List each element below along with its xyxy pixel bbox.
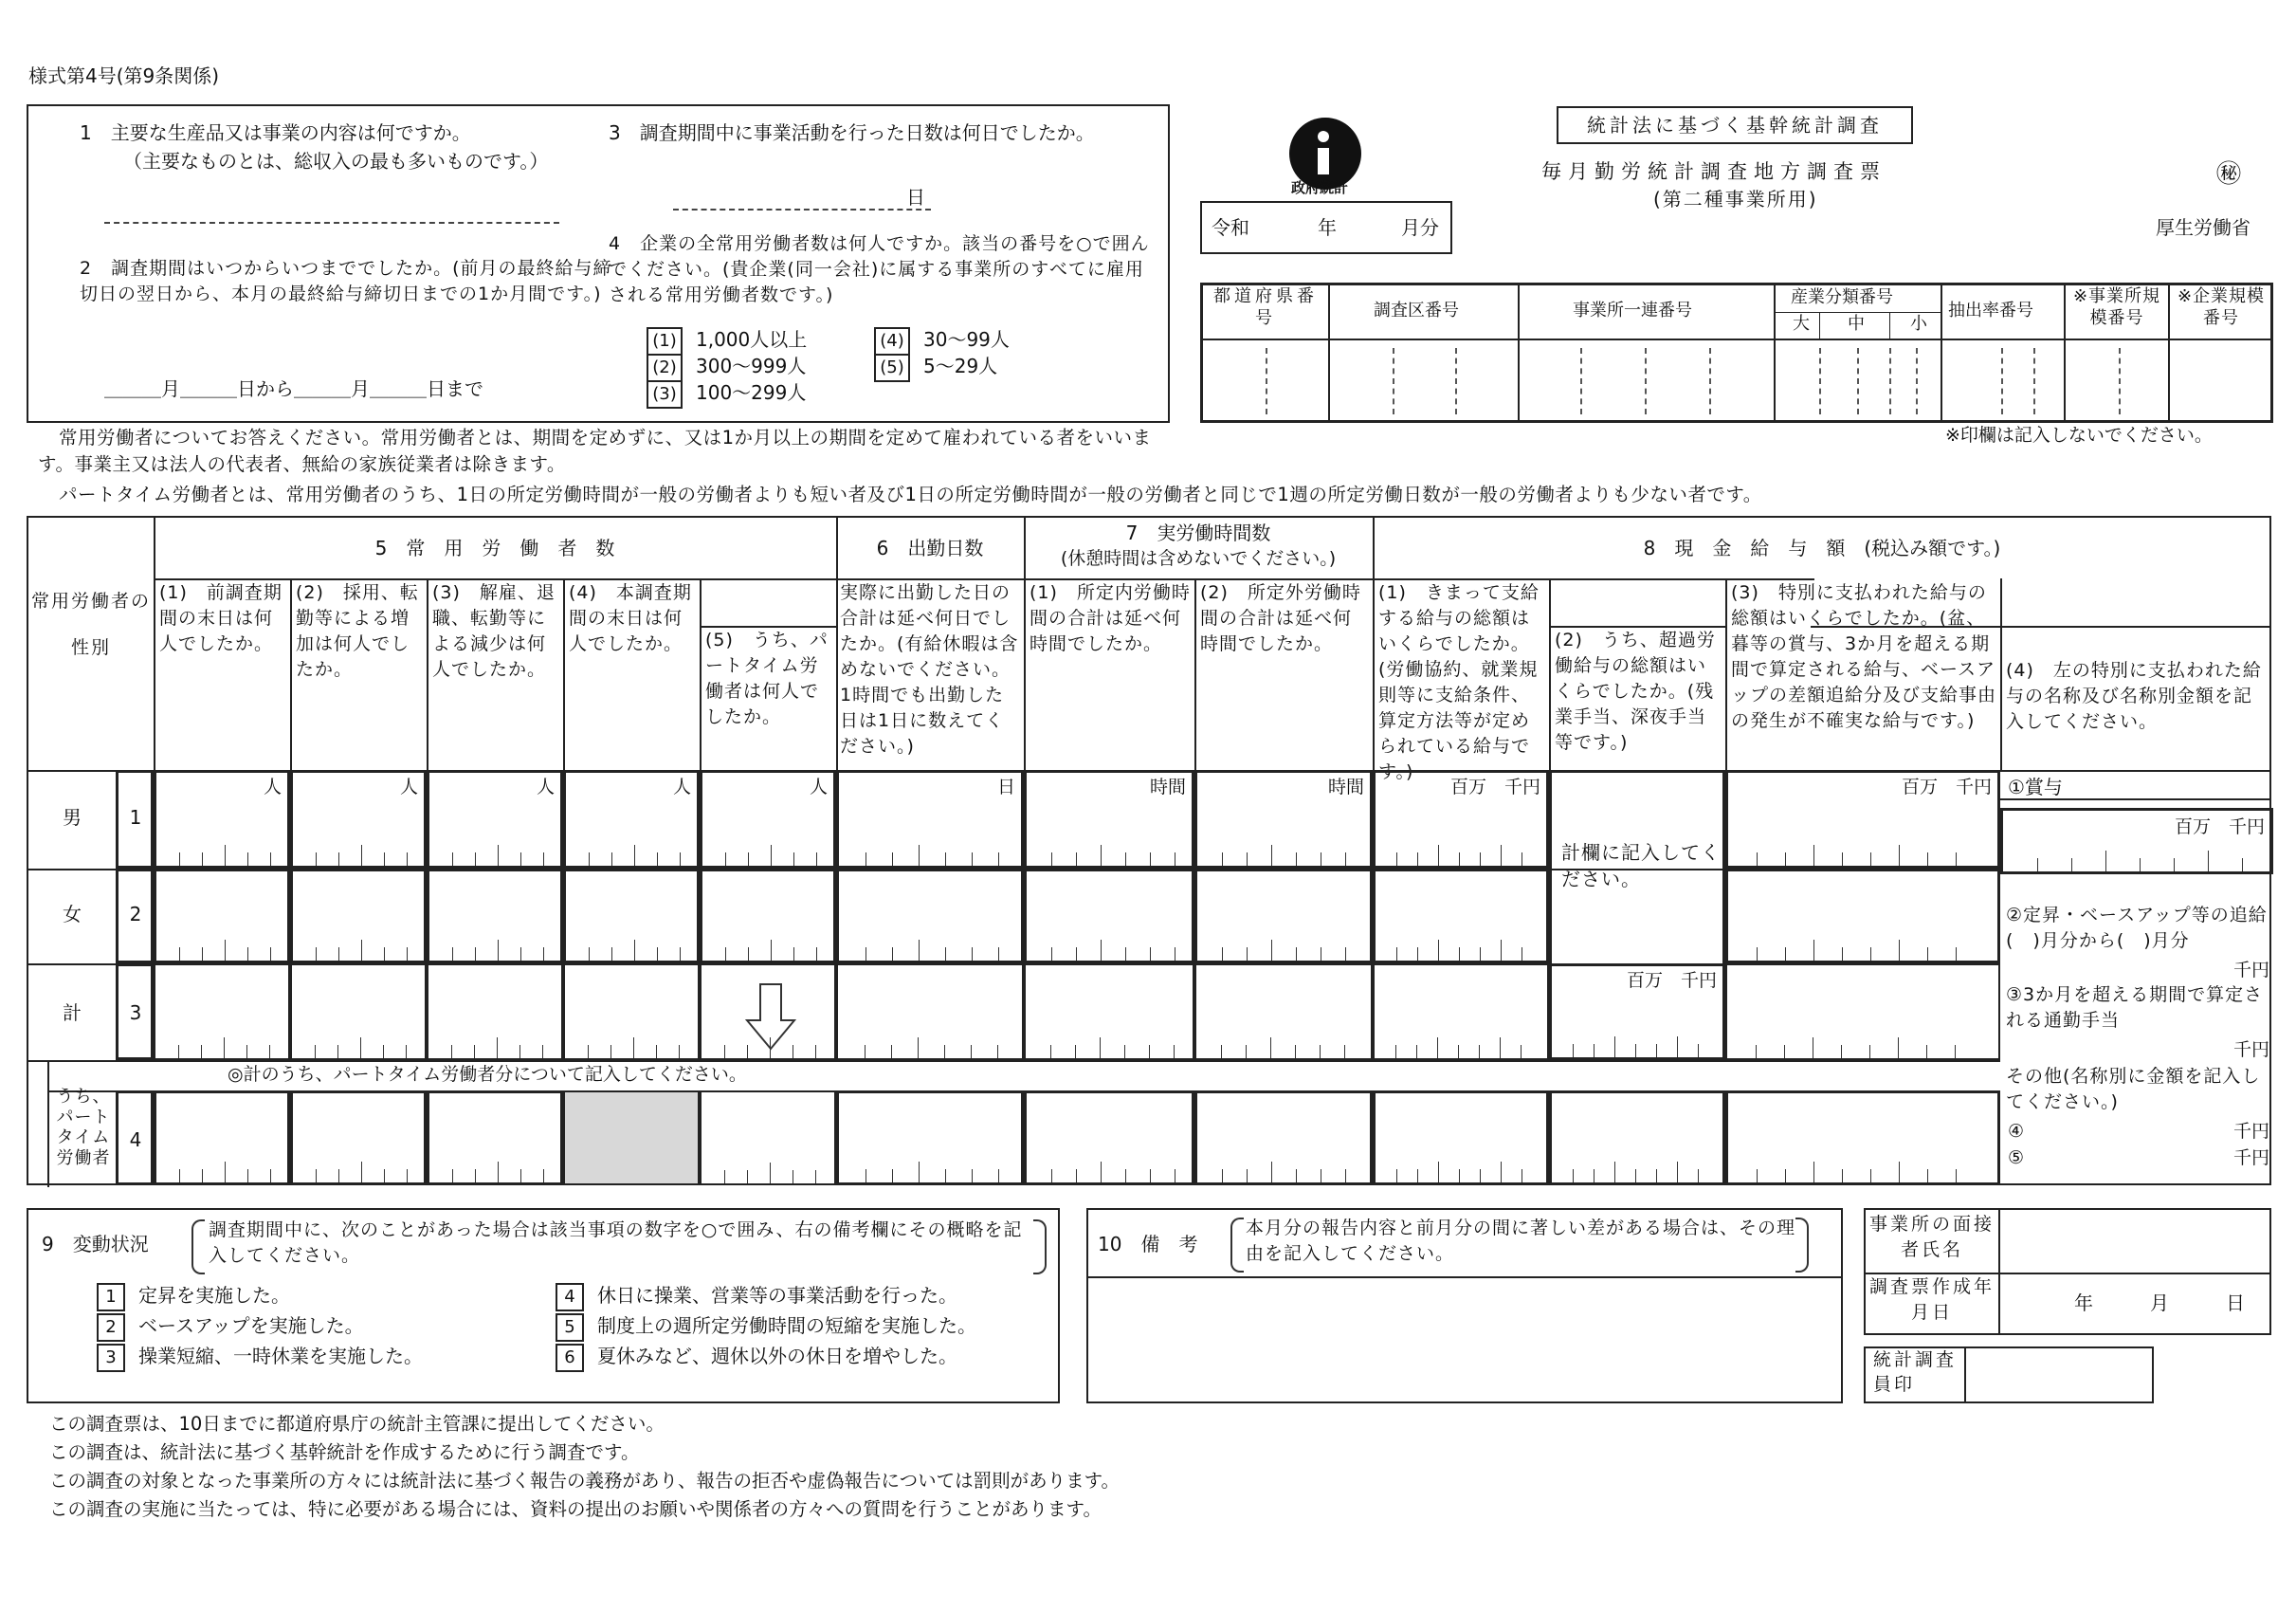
industry-medium: 中: [1848, 314, 1865, 334]
q3-text: 3 調査期間中に事業活動を行った日数は何日でしたか。: [609, 121, 1095, 144]
group6-header: 6 出勤日数: [876, 537, 984, 559]
special-item-4-unit[interactable]: 千円: [2233, 1121, 2270, 1142]
special-base-label: ②定昇・ベースアップ等の追給( )月分から( )月分: [2006, 905, 2268, 951]
total-increase-field[interactable]: [290, 963, 427, 1060]
total-days-field[interactable]: [836, 963, 1024, 1060]
code-header-office-serial: 事業所一連番号: [1573, 301, 1692, 321]
code-note: ※印欄は記入しないでください。: [1945, 425, 2213, 446]
q1-note: （主要なものとは、総収入の最も多いものです。）: [123, 150, 549, 173]
male-scheduled-hours-field[interactable]: 時間: [1024, 770, 1194, 869]
row-num-1: 1: [129, 806, 142, 829]
pt-special-pay-field[interactable]: [1725, 1090, 2000, 1185]
industry-small: 小: [1910, 314, 1927, 334]
col-decrease-header: (3) 解雇、退職、転勤等による減少は何人でしたか。: [432, 582, 556, 680]
total-scheduled-hours-field[interactable]: [1024, 963, 1194, 1060]
ministry-name: 厚生労働省: [2156, 216, 2250, 239]
col-scheduled-hours-header: (1) 所定内労働時間の合計は延べ何時間でしたか。: [1030, 582, 1191, 654]
footer-line-3: この調査の対象となった事業所の方々には統計法に基づく報告の義務があり、報告の拒否や虚偽報告については罰則があります。: [49, 1470, 1121, 1492]
total-part-time-field[interactable]: [700, 963, 836, 1060]
special-bonus-field[interactable]: 百万 千円: [2000, 808, 2273, 874]
office-info-box: [1864, 1208, 2271, 1335]
footer-line-2: この調査は、統計法に基づく基幹統計を作成するために行う調査です。: [49, 1441, 640, 1463]
confidential-mark: ㊙: [2216, 160, 2242, 189]
male-days-field[interactable]: 日: [836, 770, 1024, 869]
pt-decrease-field[interactable]: [427, 1090, 563, 1185]
pt-days-field[interactable]: [836, 1090, 1024, 1185]
special-commute-unit[interactable]: 千円: [2233, 1039, 2270, 1060]
total-decrease-field[interactable]: [427, 963, 563, 1060]
q4-option-4[interactable]: (4) 30～99人: [874, 326, 1010, 356]
q1-text: 1 主要な生産品又は事業の内容は何ですか。: [80, 121, 471, 144]
prefecture-code-field[interactable]: [1203, 340, 1326, 422]
special-base-unit[interactable]: 千円: [2233, 960, 2270, 980]
q2-text: 2 調査期間はいつからいつまででしたか。(前月の最終給与締切日の翌日から、本月の最終給与締切日までの1か月間です。): [80, 258, 612, 304]
code-header-sampling: 抽出率番号: [1948, 301, 2033, 321]
q9-item-1[interactable]: 1 定昇を実施した。: [97, 1282, 290, 1311]
q1-answer-line[interactable]: [104, 222, 559, 224]
female-overtime-hours-field[interactable]: [1194, 869, 1373, 963]
row-label-male: 男: [63, 806, 82, 829]
col-special-pay-header: (3) 特別に支払われた給与の総額はいくらでしたか。(盆、暮等の賞与、3か月を超える期間で算定される給与、ベースアップの差額追給分及び支給事由の発生が不確実な給与です。): [1731, 582, 1997, 731]
female-part-time-field[interactable]: [700, 869, 836, 963]
col-prev-end-header: (1) 前調査期間の末日は何人でしたか。: [159, 582, 282, 654]
row-label-female: 女: [63, 903, 82, 925]
q10-note: 本月分の報告内容と前月分の間に著しい差がある場合は、その理由を記入してください。: [1246, 1218, 1796, 1264]
code-table: [1200, 283, 2273, 423]
pt-overtime-pay-field[interactable]: [1549, 1090, 1725, 1185]
remarks-field[interactable]: [1090, 1280, 1839, 1400]
q4-option-5[interactable]: (5) 5～29人: [874, 353, 997, 382]
pt-part-time-field[interactable]: [700, 1090, 836, 1185]
q9-item-2[interactable]: 2 ベースアップを実施した。: [97, 1312, 364, 1342]
col-increase-header: (2) 採用、転勤等による増加は何人でしたか。: [296, 582, 419, 680]
questions-box: [27, 104, 1170, 423]
total-regular-pay-field[interactable]: [1373, 963, 1549, 1060]
sex-header: 常用労働者の性別: [30, 591, 151, 659]
total-overtime-pay-field[interactable]: 百万 千円: [1549, 963, 1725, 1060]
special-item-5-unit[interactable]: 千円: [2233, 1147, 2270, 1168]
male-prev-end-field[interactable]: 人: [154, 770, 290, 869]
overtime-pay-total-only: 計欄に記入してください。: [1549, 770, 1725, 1060]
q4-option-3[interactable]: (3) 100～299人: [647, 379, 806, 409]
stamp-label: 統計調査員印: [1873, 1349, 1958, 1395]
code-header-industry: 産業分類番号: [1791, 287, 1893, 307]
special-bonus-label: ①賞与: [2008, 776, 2063, 798]
female-current-end-field[interactable]: [563, 869, 700, 963]
female-days-field[interactable]: [836, 869, 1024, 963]
col-days-header: 実際に出勤した日の合計は延べ何日でしたか。(有給休暇は含めないでください。1時間でも出勤した日は1日に数えてください。): [840, 582, 1019, 757]
logo-text: 政府統計: [1291, 179, 1349, 196]
total-overtime-hours-field[interactable]: [1194, 963, 1373, 1060]
industry-code-field[interactable]: [1776, 340, 1939, 422]
pt-current-end-disabled: [563, 1090, 700, 1185]
sampling-code-field[interactable]: [1942, 340, 2062, 422]
q3-unit: 日: [906, 186, 925, 209]
special-commute-label: ③3か月を超える期間で算定される通勤手当: [2006, 984, 2264, 1031]
row-num-4: 4: [129, 1128, 142, 1151]
q9-item-6[interactable]: 6 夏休みなど、週休以外の休日を増やした。: [556, 1343, 957, 1372]
row-num-2: 2: [129, 903, 142, 925]
pt-overtime-hours-field[interactable]: [1194, 1090, 1373, 1185]
female-special-pay-field[interactable]: [1725, 869, 2000, 963]
special-item-4: ④: [2008, 1121, 2025, 1142]
pt-regular-pay-field[interactable]: [1373, 1090, 1549, 1185]
industry-large: 大: [1793, 314, 1810, 334]
survey-title: 毎月勤労統計調査地方調査票: [1541, 160, 1886, 183]
male-overtime-hours-field[interactable]: 時間: [1194, 770, 1373, 869]
q10-label: 10 備 考: [1098, 1233, 1198, 1255]
col-overtime-pay-header: (2) うち、超過労働給与の総額はいくらでしたか。(残業手当、深夜手当等です。): [1555, 630, 1716, 753]
q4-text: 4 企業の全常用労働者数は何人ですか。該当の番号を○で囲んでください。(貴企業(同一会社)に属する事業所のすべてに雇用される常用労働者数です。): [609, 233, 1150, 305]
col-current-end-header: (4) 本調査期間の末日は何人でしたか。: [569, 582, 692, 654]
interviewee-field[interactable]: [2000, 1212, 2269, 1271]
pt-scheduled-hours-field[interactable]: [1024, 1090, 1194, 1185]
main-table: [27, 516, 2271, 1185]
group5-header: 5 常 用 労 働 者 数: [374, 537, 615, 559]
office-serial-field[interactable]: [1520, 340, 1772, 422]
date-label: 調査票作成年月日: [1869, 1276, 1995, 1323]
q9-note: 調査期間中に、次のことがあった場合は該当事項の数字を○で囲み、右の備考欄にその概略を記入してください。: [209, 1219, 1023, 1266]
male-regular-pay-field[interactable]: 百万 千円: [1373, 770, 1549, 869]
code-header-office-size: ※事業所規模番号: [2072, 286, 2161, 329]
special-other-label: その他(名称別に金額を記入してください。): [2006, 1066, 2261, 1112]
q4-option-1[interactable]: (1) 1,000人以上: [647, 326, 807, 356]
code-header-district: 調査区番号: [1374, 301, 1459, 321]
survey-subtitle: (第二種事業所用): [1653, 188, 1818, 211]
interviewee-label: 事業所の面接者氏名: [1869, 1214, 1995, 1260]
female-regular-pay-field[interactable]: [1373, 869, 1549, 963]
intro-part-time: パートタイム労働者とは、常用労働者のうち、1日の所定労働時間が一般の労働者よりも短い者及び1日の所定労働時間が一般の労働者と同じで1週の所定労働日数が一般の労働者よりも少ない者です。: [59, 484, 1762, 505]
pt-increase-field[interactable]: [290, 1090, 427, 1185]
pt-prev-end-field[interactable]: [154, 1090, 290, 1185]
total-prev-end-field[interactable]: [154, 963, 290, 1060]
col-special-breakdown-header: (4) 左の特別に支払われた給与の名称及び名称別金額を記入してください。: [2006, 660, 2262, 732]
special-item-5: ⑤: [2008, 1147, 2025, 1168]
code-header-prefecture: 都道府県番号: [1213, 286, 1318, 329]
male-increase-field[interactable]: 人: [290, 770, 427, 869]
change-status-box: [27, 1208, 1060, 1403]
male-special-pay-field[interactable]: 百万 千円: [1725, 770, 2000, 869]
date-field[interactable]: 年 月 日: [2074, 1291, 2245, 1314]
female-scheduled-hours-field[interactable]: [1024, 869, 1194, 963]
q9-item-5[interactable]: 5 制度上の週所定労働時間の短縮を実施した。: [556, 1312, 976, 1342]
form-number: 様式第4号(第9条関係): [28, 64, 220, 87]
female-increase-field[interactable]: [290, 869, 427, 963]
male-current-end-field[interactable]: 人: [563, 770, 700, 869]
total-current-end-field[interactable]: [563, 963, 700, 1060]
survey-badge: 統計法に基づく基幹統計調査: [1557, 106, 1913, 144]
code-header-company-size: ※企業規模番号: [2177, 286, 2266, 329]
remarks-box: [1086, 1208, 1843, 1403]
row-label-total: 計: [63, 1001, 82, 1024]
group7-header: 7 実労働時間数: [1125, 522, 1271, 544]
female-prev-end-field[interactable]: [154, 869, 290, 963]
q4-option-2[interactable]: (2) 300～999人: [647, 353, 806, 382]
footer-line-1: この調査票は、10日までに都道府県庁の統計主管課に提出してください。: [49, 1413, 665, 1435]
col-regular-pay-header: (1) きまって支給する給与の総額はいくらでしたか。(労働協約、就業規則等に支給条件、算定方法等が定められている給与です。): [1378, 582, 1540, 782]
male-decrease-field[interactable]: 人: [427, 770, 563, 869]
q3-answer-line[interactable]: [673, 209, 931, 211]
district-code-field[interactable]: [1330, 340, 1516, 422]
q9-item-4[interactable]: 4 休日に操業、営業等の事業活動を行った。: [556, 1282, 957, 1311]
part-time-note: ◎計のうち、パートタイム労働者分について記入してください。: [228, 1064, 747, 1085]
q9-item-3[interactable]: 3 操業短縮、一時休業を実施した。: [97, 1343, 423, 1372]
total-special-pay-field[interactable]: [1725, 963, 2000, 1060]
q9-label: 9 変動状況: [42, 1233, 149, 1255]
stamp-field[interactable]: [1968, 1350, 2150, 1401]
group8-header: 8 現 金 給 与 額 (税込み額です。): [1643, 537, 2001, 559]
footer-line-4: この調査の実施に当たっては、特に必要がある場合には、資料の提出のお願いや関係者の方々への質問を行うことがあります。: [49, 1498, 1102, 1520]
q2-answer[interactable]: ＿＿＿月＿＿＿日から＿＿＿月＿＿＿日まで: [104, 377, 483, 400]
survey-period-box[interactable]: 令和 年 月分: [1200, 201, 1452, 254]
male-part-time-field[interactable]: 人: [700, 770, 836, 869]
col-part-time-header: (5) うち、パートタイム労働者は何人でしたか。: [705, 630, 829, 727]
row-num-3: 3: [129, 1001, 142, 1024]
stamp-box: [1864, 1346, 2154, 1403]
group7-note: (休憩時間は含めないでください。): [1060, 548, 1337, 569]
row-label-part-time: うち、パートタイム労働者: [56, 1087, 111, 1168]
intro-regular-workers: 常用労働者についてお答えください。常用労働者とは、期間を定めずに、又は1か月以上の期間を定めて雇われている者をいいます。事業主又は法人の代表者、無給の家族従業者は除きます。: [38, 427, 1152, 475]
female-decrease-field[interactable]: [427, 869, 563, 963]
col-overtime-hours-header: (2) 所定外労働時間の合計は延べ何時間でしたか。: [1200, 582, 1361, 654]
